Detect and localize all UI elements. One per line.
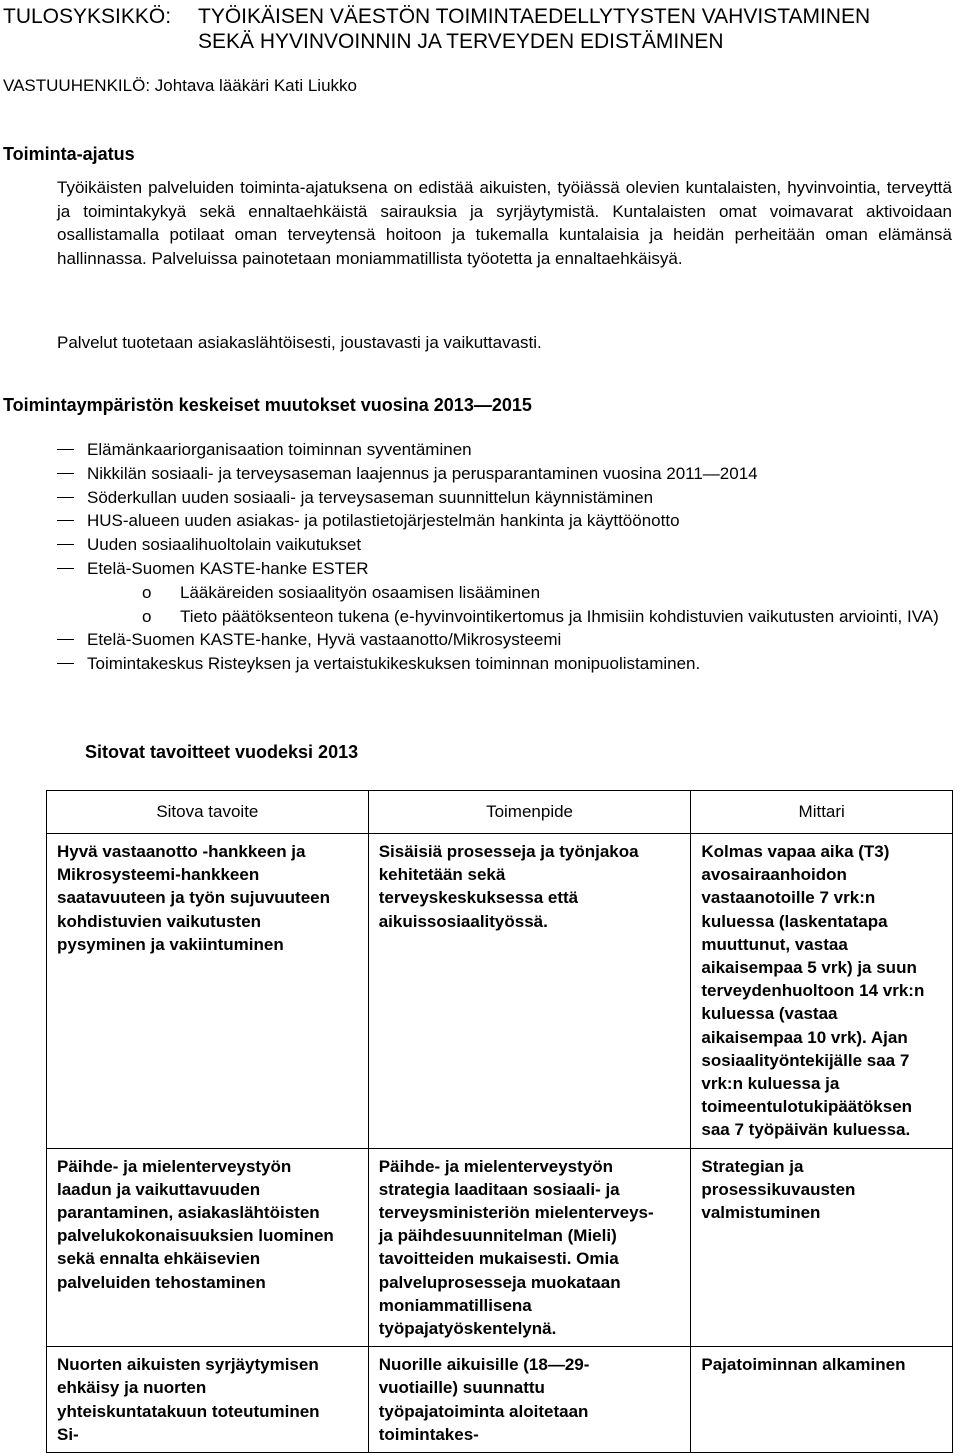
list-item: Etelä-Suomen KASTE-hanke, Hyvä vastaanotto/Mikrosysteemi: [57, 628, 947, 652]
table-cell: Kolmas vapaa aika (T3) avosairaanhoidon vastaanotoille 7 vrk:n kuluessa (laskentatapa muuttunut, vastaa aikaisempaa 5 vrk) ja suun terveydenhuoltoon 14 vrk:n kuluessa (vastaa aikaisempaa 10 vrk). Ajan sosiaalityöntekijälle saa 7 vrk:n kuluessa ja toimeentulotukipäätöksen saa 7 työpäivän kuluessa.: [691, 834, 953, 1149]
mission-paragraph-2: Palvelut tuotetaan asiakaslähtöisesti, joustavasti ja vaikuttavasti.: [57, 333, 542, 352]
table-cell: Strategian ja prosessikuvausten valmistuminen: [691, 1148, 953, 1347]
goals-title: Sitovat tavoitteet vuodeksi 2013: [85, 742, 359, 762]
table-cell: Pajatoiminnan alkaminen: [691, 1347, 953, 1453]
unit-title-line2: SEKÄ HYVINVOINNIN JA TERVEYDEN EDISTÄMINEN: [198, 30, 724, 53]
table-cell: Nuorten aikuisten syrjäytymisen ehkäisy ja nuorten yhteiskuntatakuun toteutuminen Si-: [47, 1347, 369, 1453]
table-row: [47, 834, 953, 1149]
changes-list: [57, 438, 947, 676]
list-item: Uuden sosiaalihuoltolain vaikutukset: [57, 533, 947, 557]
table-cell: Nuorille aikuisille (18—29-vuotiaille) suunnattu työpajatoiminta aloitetaan toimintakes-: [368, 1347, 691, 1453]
table-row: [47, 1347, 953, 1453]
dash-bullet-icon: [57, 544, 74, 545]
column-header: Toimenpide: [368, 791, 691, 834]
table-row: [47, 1148, 953, 1347]
table-cell: Hyvä vastaanotto -hankkeen ja Mikrosysteemi-hankkeen saatavuuteen ja työn sujuvuuteen kohdistuvien vaikutusten pysyminen ja vakiintuminen: [47, 834, 369, 1149]
table-cell: Sisäisiä prosesseja ja työnjakoa kehitetään sekä terveyskeskuksessa että aikuissosiaalityössä.: [368, 834, 691, 1149]
responsible-person: VASTUUHENKILÖ: Johtava lääkäri Kati Liukko: [3, 76, 357, 95]
list-item: Nikkilän sosiaali- ja terveysaseman laajennus ja perusparantaminen vuosina 2011—2014: [57, 462, 947, 486]
sub-list-item: o Tieto päätöksenteon tukena (e-hyvinvointikertomus ja Ihmisiin kohdistuvien vaikutusten arviointi, IVA): [57, 605, 947, 629]
list-item: Elämänkaariorganisaation toiminnan syventäminen: [57, 438, 947, 462]
unit-title-line1: TYÖIKÄISEN VÄESTÖN TOIMINTAEDELLYTYSTEN VAHVISTAMINEN: [198, 5, 871, 28]
unit-label: TULOSYKSIKKÖ:: [3, 5, 172, 28]
column-header: Sitova tavoite: [47, 791, 369, 834]
table-header-row: [47, 791, 953, 834]
dash-bullet-icon: [57, 473, 74, 474]
list-item: HUS-alueen uuden asiakas- ja potilastietojärjestelmän hankinta ja käyttöönotto: [57, 509, 947, 533]
list-item: Toimintakeskus Risteyksen ja vertaistukikeskuksen toiminnan monipuolistaminen.: [57, 652, 947, 676]
dash-bullet-icon: [57, 568, 74, 569]
changes-title: Toimintaympäristön keskeiset muutokset vuosina 2013—2015: [3, 395, 532, 415]
dash-bullet-icon: [57, 639, 74, 640]
mission-paragraph-1: Työikäisten palveluiden toiminta-ajatuksena on edistää aikuisten, työiässä olevien kuntalaisten, hyvinvointia, terveyttä ja toimintakykyä sekä ennaltaehkäistä sairauksia ja syrjäytymistä. Kuntalaisten omat voimavarat aktivoidaan osallistamalla potilaat oman terveytensä hoitoon ja tukemalla kuntalaisia ja heidän perheitään oman elämänsä hallinnassa. Palveluissa painotetaan moniammatillista työotetta ja ennaltaehkäisyä.: [57, 178, 952, 268]
dash-bullet-icon: [57, 663, 74, 664]
list-item: Etelä-Suomen KASTE-hanke ESTER: [57, 557, 947, 581]
dash-bullet-icon: [57, 497, 74, 498]
circle-bullet-icon: o: [142, 606, 152, 626]
dash-bullet-icon: [57, 449, 74, 450]
dash-bullet-icon: [57, 520, 74, 521]
unit-heading: [3, 4, 871, 53]
sub-list-item: o Lääkäreiden sosiaalityön osaamisen lisääminen: [57, 581, 947, 605]
goals-table: [46, 790, 953, 1453]
table-cell: Päihde- ja mielenterveystyön strategia laaditaan sosiaali- ja terveysministeriön mielenterveys- ja päihdesuunnitelman (Mieli) tavoitteiden mukaisesti. Omia palveluprosesseja muokataan moniammatillisena työpajatyöskentelynä.: [368, 1148, 691, 1347]
list-item: Söderkullan uuden sosiaali- ja terveysaseman suunnittelun käynnistäminen: [57, 486, 947, 510]
circle-bullet-icon: o: [142, 582, 152, 602]
mission-title: Toiminta-ajatus: [3, 144, 135, 164]
table-cell: Päihde- ja mielenterveystyön laadun ja vaikuttavuuden parantaminen, asiakaslähtöisten palvelukokonaisuuksien luominen sekä ennalta ehkäisevien palveluiden tehostaminen: [47, 1148, 369, 1347]
column-header: Mittari: [691, 791, 953, 834]
